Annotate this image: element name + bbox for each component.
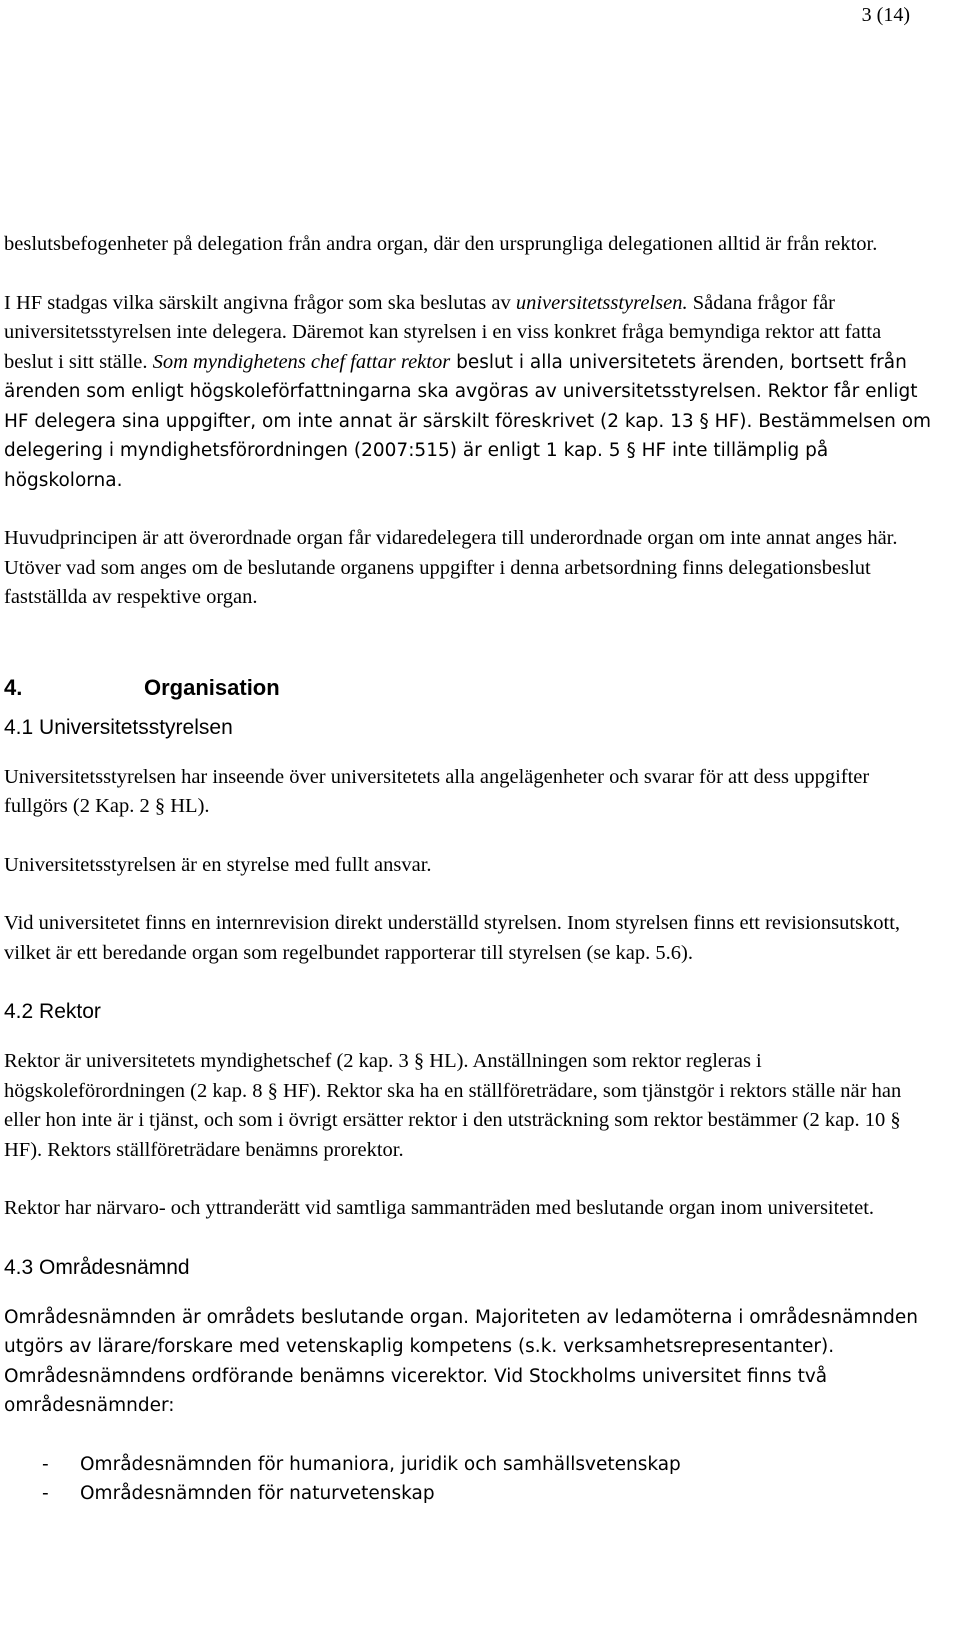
paragraph-internrevision: Vid universitetet finns en internrevision direkt underställd styrelsen. Inom styrelsen finns ett revisionsutskott, vilket är ett beredande organ som regelbundet rapporterar till styrelsen (se kap. 5.6). [4,912,901,964]
paragraph-delegation-intro: beslutsbefogenheter på delegation från andra organ, där den ursprungliga delegationen alltid är från rektor. [4,233,878,255]
subsection-heading-universitetsstyrelsen: 4.1 Universitetsstyrelsen [4,715,233,739]
paragraph-rektor-narvaro: Rektor har närvaro- och yttranderätt vid samtliga sammanträden med beslutande organ inom universitetet. [4,1197,875,1219]
paragraph-main-principle: Huvudprincipen är att överordnade organ får vidaredelegera till underordnade organ om inte annat anges här. Utöver vad som anges om de beslutande organens uppgifter i denna arbetsordning finns delegationsbeslut fastställda av respektive organ. [4,527,898,608]
italic-span: Som myndighetens chef fattar rektor [152,350,451,373]
paragraph-rektor-myndighetschef: Rektor är universitetets myndighetschef (2 kap. 3 § HL). Anställningen som rektor regleras i högskoleförordningen (2 kap. 8 § HF). Rektor ska ha en ställföreträdare, som tjänstgör i rektors ställe när han eller hon inte är i tjänst, och som i övrigt ersätter rektor i den utsträckning som rektor bestämmer (2 kap. 10 § HF). Rektors ställföreträdare benämns prorektor. [4,1050,902,1161]
paragraph-hf-rules [4,289,934,496]
text-span: Sådana frågor får universitetsstyrelsen inte delegera. Däremot kan styrelsen i en viss konkret fråga bemyndiga rektor att fatta beslut i sitt ställe. [4,291,882,373]
omradesnamnd-list [4,1450,934,1508]
subsection-heading-omradesnamnd: 4.3 Områdesnämnd [4,1255,190,1279]
paragraph-omradesnamnd: Områdesnämnden är områdets beslutande organ. Majoriteten av ledamöterna i områdesnämnden utgörs av lärare/forskare med vetenskaplig kompetens (s.k. verksamhetsrepresentanter). Områdesnämndens ordförande benämns vicerektor. Vid Stockholms universitet finns två områdesnämnder: [4,1306,919,1416]
document-body [4,230,934,1508]
section-heading-organisation [4,673,934,703]
italic-span: universitetsstyrelsen. [515,291,688,314]
section-title: Organisation [144,674,280,700]
paragraph-styrelse-inseende: Universitetsstyrelsen har inseende över universitetets alla angelägenheter och svarar för att dess uppgifter fullgörs (2 Kap. 2 § HL). [4,765,870,817]
list-dash: - [42,1453,49,1475]
text-span: beslut i alla universitetets ärenden, bortsett från ärenden som enligt högskoleförfattningarna ska avgöras av universitetsstyrelsen. Rektor får enligt HF delegera sina uppgifter, om inte annat är särskilt föreskrivet (2 kap. 13 § HF). Bestämmelsen om delegering i myndighetsförordningen (2007:515) är enligt 1 kap. 5 § HF inte tillämplig på högskolorna. [4,351,932,491]
section-number: 4. [4,674,23,700]
text-span: I HF stadgas vilka särskilt angivna frågor som ska beslutas av [4,291,516,314]
list-item [4,1450,934,1479]
list-item [4,1479,934,1508]
list-dash: - [42,1482,49,1504]
list-item-text: Områdesnämnden för humaniora, juridik och samhällsvetenskap [80,1453,681,1475]
subsection-heading-rektor: 4.2 Rektor [4,1000,101,1023]
list-item-text: Områdesnämnden för naturvetenskap [80,1482,435,1504]
paragraph-styrelse-ansvar: Universitetsstyrelsen är en styrelse med fullt ansvar. [4,853,432,876]
page-number: 3 (14) [861,4,910,26]
